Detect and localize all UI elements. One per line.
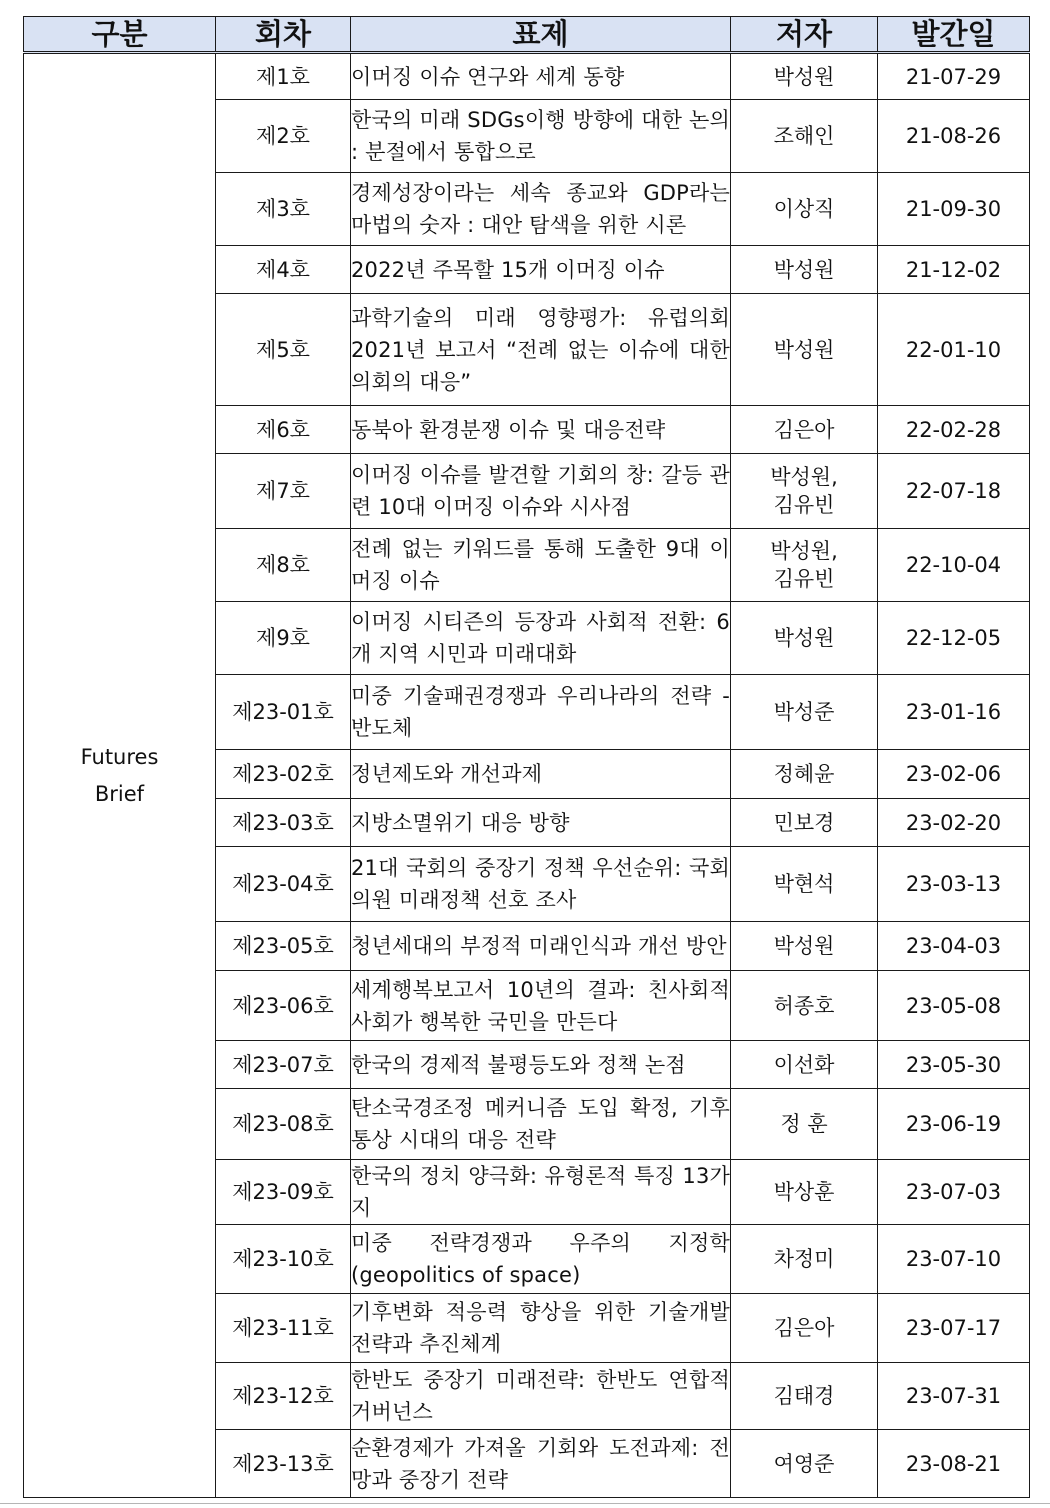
report-title: 기후변화 적응력 향상을 위한 기술개발 전략과 추진체계	[351, 1294, 731, 1363]
author-name: 박성원,	[770, 465, 838, 489]
author-cell	[731, 1294, 878, 1363]
publish-date: 23-02-06	[878, 750, 1030, 799]
header-issue: 회차	[216, 17, 351, 53]
publish-date: 22-02-28	[878, 406, 1030, 454]
issue-number: 제23-11호	[216, 1294, 351, 1363]
author-name: 김은아	[773, 1316, 835, 1340]
issue-number: 제4호	[216, 246, 351, 294]
report-title: 미중 전략경쟁과 우주의 지정학 (geopolitics of space)	[351, 1225, 731, 1294]
header-date: 발간일	[878, 17, 1030, 53]
publish-date: 23-07-17	[878, 1294, 1030, 1363]
author-cell	[731, 1363, 878, 1430]
author-cell	[731, 799, 878, 847]
report-title: 세계행복보고서 10년의 결과: 친사회적 사회가 행복한 국민을 만든다	[351, 971, 731, 1041]
header-row	[24, 17, 1030, 53]
author-cell	[731, 1225, 878, 1294]
issue-number: 제2호	[216, 100, 351, 173]
author-name: 박성원	[773, 64, 835, 89]
author-name: 이선화	[773, 1052, 835, 1077]
publish-date: 23-05-30	[878, 1041, 1030, 1089]
header-title: 표제	[351, 17, 731, 53]
report-title: 정년제도와 개선과제	[351, 750, 731, 799]
publish-date: 23-07-10	[878, 1225, 1030, 1294]
author-name: 박성원	[773, 934, 835, 958]
author-name: 조해인	[773, 124, 835, 148]
author-cell	[731, 922, 878, 971]
publications-table	[23, 16, 1030, 1498]
issue-number: 제23-06호	[216, 971, 351, 1041]
issue-number: 제23-10호	[216, 1225, 351, 1294]
report-title: 한국의 정치 양극화: 유형론적 특징 13가지	[351, 1160, 731, 1225]
issue-number: 제23-13호	[216, 1430, 351, 1498]
author-cell	[731, 100, 878, 173]
table-row	[24, 53, 1030, 100]
issue-number: 제23-02호	[216, 750, 351, 799]
report-title: 한국의 미래 SDGs이행 방향에 대한 논의 : 분절에서 통합으로	[351, 100, 731, 173]
publish-date: 23-04-03	[878, 922, 1030, 971]
publish-date: 23-03-13	[878, 847, 1030, 922]
report-title: 21대 국회의 중장기 정책 우선순위: 국회의원 미래정책 선호 조사	[351, 847, 731, 922]
report-title: 2022년 주목할 15개 이머징 이슈	[351, 246, 731, 294]
report-title: 청년세대의 부정적 미래인식과 개선 방안	[351, 922, 731, 971]
publish-date: 21-12-02	[878, 246, 1030, 294]
author-cell	[731, 529, 878, 602]
author-cell	[731, 602, 878, 675]
publish-date: 22-12-05	[878, 602, 1030, 675]
author-name: 김유빈	[773, 493, 835, 517]
report-title: 탄소국경조정 메커니즘 도입 확정, 기후통상 시대의 대응 전략	[351, 1089, 731, 1160]
header-category: 구분	[24, 17, 216, 53]
issue-number: 제3호	[216, 173, 351, 246]
category-label: Futures	[80, 744, 159, 769]
report-title: 전례 없는 키워드를 통해 도출한 9대 이머징 이슈	[351, 529, 731, 602]
author-name: 정 훈	[780, 1112, 828, 1136]
report-title: 이머징 이슈 연구와 세계 동향	[351, 53, 731, 100]
publish-date: 21-09-30	[878, 173, 1030, 246]
issue-number: 제8호	[216, 529, 351, 602]
report-title: 지방소멸위기 대응 방향	[351, 799, 731, 847]
author-cell	[731, 1041, 878, 1089]
author-name: 이상직	[773, 197, 835, 221]
publish-date: 23-06-19	[878, 1089, 1030, 1160]
author-name: 김태경	[773, 1384, 835, 1408]
author-cell	[731, 750, 878, 799]
publish-date: 23-07-03	[878, 1160, 1030, 1225]
issue-number: 제23-01호	[216, 675, 351, 750]
issue-number: 제23-12호	[216, 1363, 351, 1430]
report-title: 과학기술의 미래 영향평가: 유럽의회 2021년 보고서 “전례 없는 이슈에 대한 의회의 대응”	[351, 294, 731, 406]
author-name: 박성원,	[770, 539, 838, 563]
report-title: 동북아 환경분쟁 이슈 및 대응전략	[351, 406, 731, 454]
author-name: 정혜윤	[773, 762, 835, 786]
report-title: 한국의 경제적 불평등도와 정책 논점	[351, 1041, 731, 1089]
page-bottom-rule	[0, 1503, 1050, 1504]
category-cell	[24, 53, 216, 1498]
author-name: 허종호	[773, 993, 835, 1018]
publish-date: 22-07-18	[878, 454, 1030, 529]
issue-number: 제23-07호	[216, 1041, 351, 1089]
report-title: 한반도 중장기 미래전략: 한반도 연합적 거버넌스	[351, 1363, 731, 1430]
author-cell	[731, 847, 878, 922]
publish-date: 21-07-29	[878, 53, 1030, 100]
publish-date: 21-08-26	[878, 100, 1030, 173]
author-cell	[731, 1160, 878, 1225]
author-cell	[731, 53, 878, 100]
author-cell	[731, 1089, 878, 1160]
issue-number: 제5호	[216, 294, 351, 406]
publish-date: 22-01-10	[878, 294, 1030, 406]
report-title: 경제성장이라는 세속 종교와 GDP라는 마법의 숫자 : 대안 탐색을 위한 시론	[351, 173, 731, 246]
issue-number: 제6호	[216, 406, 351, 454]
report-title: 이머징 이슈를 발견할 기회의 창: 갈등 관련 10대 이머징 이슈와 시사점	[351, 454, 731, 529]
author-name: 김유빈	[773, 567, 835, 591]
author-name: 민보경	[773, 810, 835, 835]
author-name: 박현석	[773, 872, 835, 896]
header-author: 저자	[731, 17, 878, 53]
issue-number: 제23-04호	[216, 847, 351, 922]
author-cell	[731, 675, 878, 750]
report-title: 이머징 시티즌의 등장과 사회적 전환: 6개 지역 시민과 미래대화	[351, 602, 731, 675]
author-cell	[731, 1430, 878, 1498]
author-name: 박성원	[773, 337, 835, 362]
publish-date: 23-02-20	[878, 799, 1030, 847]
publish-date: 23-07-31	[878, 1363, 1030, 1430]
publish-date: 23-01-16	[878, 675, 1030, 750]
author-name: 차정미	[773, 1247, 835, 1271]
table-body	[24, 53, 1030, 1498]
category-label: Brief	[94, 781, 145, 806]
report-title: 순환경제가 가져올 기회와 도전과제: 전망과 중장기 전략	[351, 1430, 731, 1498]
publish-date: 22-10-04	[878, 529, 1030, 602]
author-cell	[731, 294, 878, 406]
issue-number: 제23-08호	[216, 1089, 351, 1160]
report-title: 미중 기술패권경쟁과 우리나라의 전략 - 반도체	[351, 675, 731, 750]
author-name: 박성원	[773, 626, 835, 650]
author-cell	[731, 971, 878, 1041]
author-name: 김은아	[773, 417, 835, 442]
publish-date: 23-08-21	[878, 1430, 1030, 1498]
author-name: 박성준	[773, 700, 835, 724]
issue-number: 제23-03호	[216, 799, 351, 847]
author-name: 박성원	[773, 257, 835, 282]
publish-date: 23-05-08	[878, 971, 1030, 1041]
author-cell	[731, 173, 878, 246]
author-name: 박상훈	[773, 1180, 835, 1204]
author-name: 여영준	[773, 1451, 835, 1476]
author-cell	[731, 454, 878, 529]
issue-number: 제9호	[216, 602, 351, 675]
issue-number: 제23-05호	[216, 922, 351, 971]
author-cell	[731, 406, 878, 454]
issue-number: 제1호	[216, 53, 351, 100]
author-cell	[731, 246, 878, 294]
issue-number: 제7호	[216, 454, 351, 529]
issue-number: 제23-09호	[216, 1160, 351, 1225]
